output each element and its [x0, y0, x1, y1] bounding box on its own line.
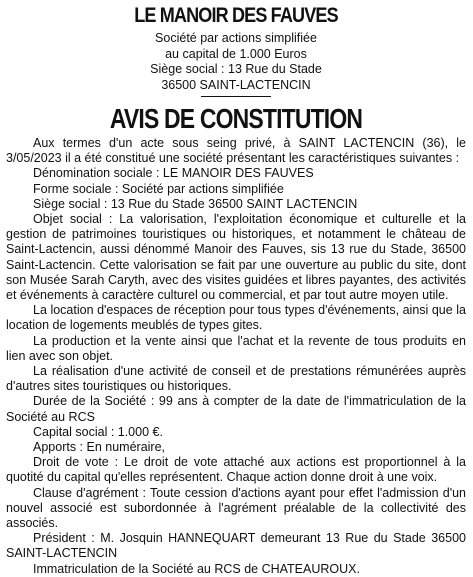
paragraph-approval: Clause d'agrément : Toute cession d'actions ayant pour effet l'admission d'un nouvel associé est subordonnée à l'agrément préalable de la collectivité des associés.: [6, 485, 466, 531]
notice-body: [6, 136, 466, 577]
paragraph-president: Président : M. Josquin HANNEQUART demeurant 13 Rue du Stade 36500 SAINT-LACTENCIN: [6, 531, 466, 561]
paragraph-location: La location d'espaces de réception pour tous types d'événements, ainsi que la location de logements meublés de types gites.: [6, 303, 466, 333]
paragraph-form: Forme sociale : Société par actions simplifiée: [33, 181, 284, 196]
paragraph-voting: Droit de vote : Le droit de vote attaché aux actions est proportionnel à la quotité du capital qu'elles représentent. Chaque action donne droit à une voix.: [6, 455, 466, 485]
paragraph-denomination: Dénomination sociale : LE MANOIR DES FAUVES: [33, 166, 314, 181]
paragraph-production: La production et la vente ainsi que l'achat et la revente de tous produits en lien avec son objet.: [6, 333, 466, 363]
paragraph-duration: Durée de la Société : 99 ans à compter de la date de l'immatriculation de la Société au RCS: [6, 394, 466, 424]
company-address: Siège social : 13 Rue du Stade: [150, 62, 322, 76]
divider: [201, 96, 271, 97]
company-capital: au capital de 1.000 Euros: [165, 46, 307, 61]
company-form: Société par actions simplifiée: [155, 31, 317, 45]
paragraph-seat: Siège social : 13 Rue du Stade 36500 SAINT LACTENCIN: [33, 196, 358, 211]
paragraph-consulting: La réalisation d'une activité de conseil et de prestations rémunérées auprès d'autres sites touristiques ou historiques.: [6, 364, 466, 394]
paragraph-registration: Immatriculation de la Société au RCS de CHATEAUROUX.: [33, 561, 360, 576]
paragraph-purpose: Objet social : La valorisation, l'exploitation économique et culturelle et la gestion de patrimoines touristiques ou historiques, et notamment le château de Saint-Lactencin, aussi dénommé Manoir des Fauves, sis 13 rue du Stade, 36500 Saint-Lactencin. Cette valorisation se fait par une ouverture au public du site, dont son Musée Sarah Caryth, avec des visites guidées et libres payantes, des activités et événements à caractère culturel ou commercial, et par tout autre moyen utile.: [6, 212, 466, 303]
company-name: LE MANOIR DES FAUVES: [134, 4, 338, 27]
notice-title: AVIS DE CONSTITUTION: [109, 103, 363, 134]
legal-notice: [0, 3, 473, 576]
company-city: 36500 SAINT-LACTENCIN: [161, 77, 311, 92]
paragraph-contributions: Apports : En numéraire,: [33, 440, 166, 455]
paragraph-capital: Capital social : 1.000 €.: [33, 424, 163, 439]
paragraph-intro: Aux termes d'un acte sous seing privé, à SAINT LACTENCIN (36), le 3/05/2023 il a été constitué une société présentant les caractéristiques suivantes :: [6, 136, 466, 166]
company-header: [6, 31, 466, 93]
